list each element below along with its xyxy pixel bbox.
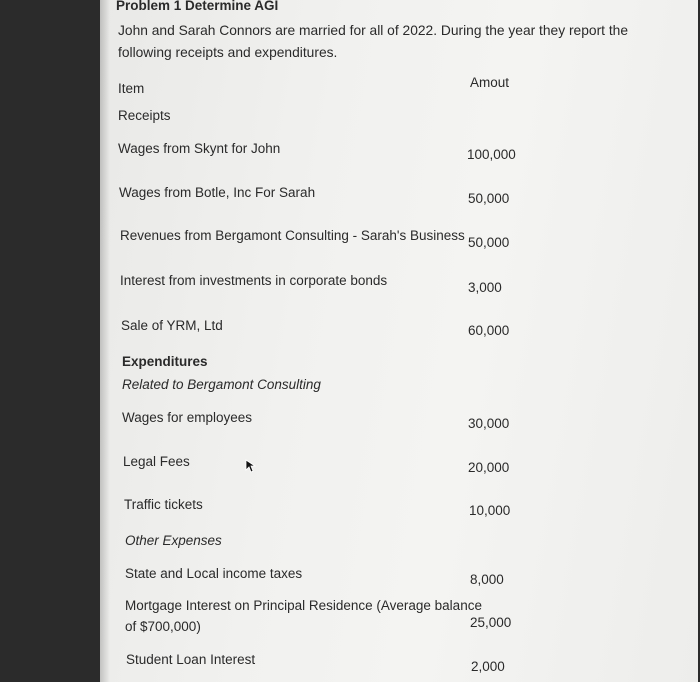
- row-amount: 60,000: [468, 323, 510, 338]
- row-label: Wages for employees: [122, 410, 253, 425]
- related-subheading: Related to Bergamont Consulting: [122, 377, 321, 392]
- row-amount: 25,000: [470, 615, 512, 630]
- intro-paragraph: John and Sarah Connors are married for all of 2022. During the year they report the following receipts and expenditures.: [118, 23, 629, 60]
- row-amount: 2,000: [471, 659, 505, 674]
- row-amount: 3,000: [468, 280, 502, 295]
- mouse-pointer-icon: [245, 459, 257, 473]
- amount-header: Amout: [470, 75, 510, 90]
- other-expenses-subheading: Other Expenses: [125, 533, 222, 548]
- row-label: State and Local income taxes: [125, 566, 303, 581]
- row-label: Mortgage Interest on Principal Residence (Average balance of $700,000): [125, 598, 482, 634]
- row-amount: 10,000: [469, 503, 511, 518]
- expenditures-heading: Expenditures: [122, 354, 208, 369]
- row-label: Revenues from Bergamont Consulting - Sarah's Business: [120, 228, 465, 243]
- receipts-heading: Receipts: [118, 108, 171, 123]
- row-amount: 100,000: [467, 147, 516, 162]
- problem-title: Problem 1 Determine AGI: [116, 0, 279, 13]
- row-label: Traffic tickets: [124, 497, 203, 512]
- row-label: Interest from investments in corporate bonds: [120, 273, 388, 288]
- row-amount: 30,000: [468, 416, 510, 431]
- row-label: Legal Fees: [123, 454, 190, 469]
- row-label: Student Loan Interest: [126, 652, 256, 667]
- row-amount: 20,000: [468, 460, 510, 475]
- item-header: Item: [118, 81, 145, 96]
- row-label: Wages from Botle, Inc For Sarah: [119, 185, 316, 200]
- row-amount: 8,000: [470, 572, 504, 587]
- page-edge-shadow: [100, 0, 110, 682]
- document-page: [100, 0, 698, 682]
- row-amount: 50,000: [468, 191, 510, 206]
- row-amount: 50,000: [468, 235, 510, 250]
- row-label: Sale of YRM, Ltd: [121, 318, 223, 333]
- row-label: Wages from Skynt for John: [118, 141, 281, 156]
